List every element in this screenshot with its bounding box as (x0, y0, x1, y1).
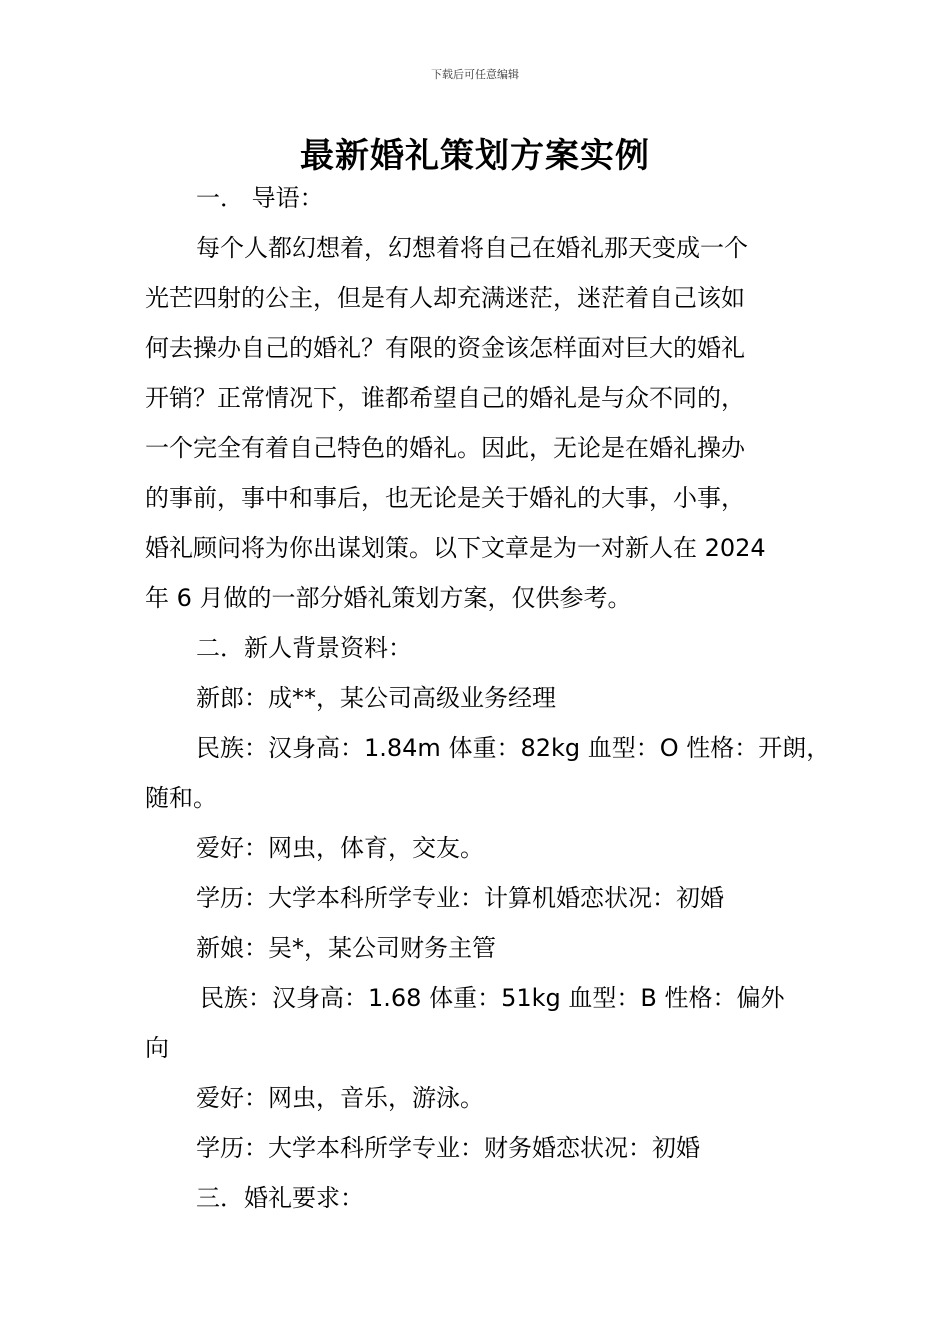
section-heading-requirements: 三．婚礼要求： (196, 1184, 364, 1212)
intro-paragraph-line: 婚礼顾问将为你出谋划策。以下文章是为一对新人在 2024 (145, 534, 766, 562)
bride-details-line: 民族：汉身高：1.68 体重：51kg 血型：B 性格：偏外 (200, 984, 785, 1012)
header-note: 下载后可任意编辑 (431, 68, 519, 81)
bride-education-line: 学历：大学本科所学专业：财务婚恋状况：初婚 (196, 1134, 700, 1162)
intro-paragraph-line: 光芒四射的公主，但是有人却充满迷茫，迷茫着自己该如 (145, 284, 745, 312)
document-title: 最新婚礼策划方案实例 (300, 136, 650, 176)
section-heading-intro: 一． 导语： (196, 184, 324, 212)
intro-paragraph-line: 何去操办自己的婚礼？有限的资金该怎样面对巨大的婚礼 (145, 334, 745, 362)
bride-name-line: 新娘：吴*，某公司财务主管 (196, 934, 496, 962)
section-heading-background: 二．新人背景资料： (196, 634, 412, 662)
groom-education-line: 学历：大学本科所学专业：计算机婚恋状况：初婚 (196, 884, 724, 912)
intro-paragraph-line: 开销？正常情况下，谁都希望自己的婚礼是与众不同的， (145, 384, 745, 412)
bride-hobbies-line: 爱好：网虫，音乐，游泳。 (196, 1084, 484, 1112)
groom-details-line-cont: 随和。 (145, 784, 217, 812)
bride-details-line-cont: 向 (145, 1034, 169, 1062)
groom-hobbies-line: 爱好：网虫，体育，交友。 (196, 834, 484, 862)
intro-paragraph-line: 每个人都幻想着，幻想着将自己在婚礼那天变成一个 (196, 234, 748, 262)
groom-details-line: 民族：汉身高：1.84m 体重：82kg 血型：O 性格：开朗， (196, 734, 831, 762)
intro-paragraph-line: 的事前，事中和事后，也无论是关于婚礼的大事，小事， (145, 484, 745, 512)
groom-name-line: 新郎：成**，某公司高级业务经理 (196, 684, 556, 712)
intro-paragraph-line: 一个完全有着自己特色的婚礼。因此，无论是在婚礼操办 (145, 434, 745, 462)
intro-paragraph-line: 年 6 月做的一部分婚礼策划方案，仅供参考。 (145, 584, 632, 612)
